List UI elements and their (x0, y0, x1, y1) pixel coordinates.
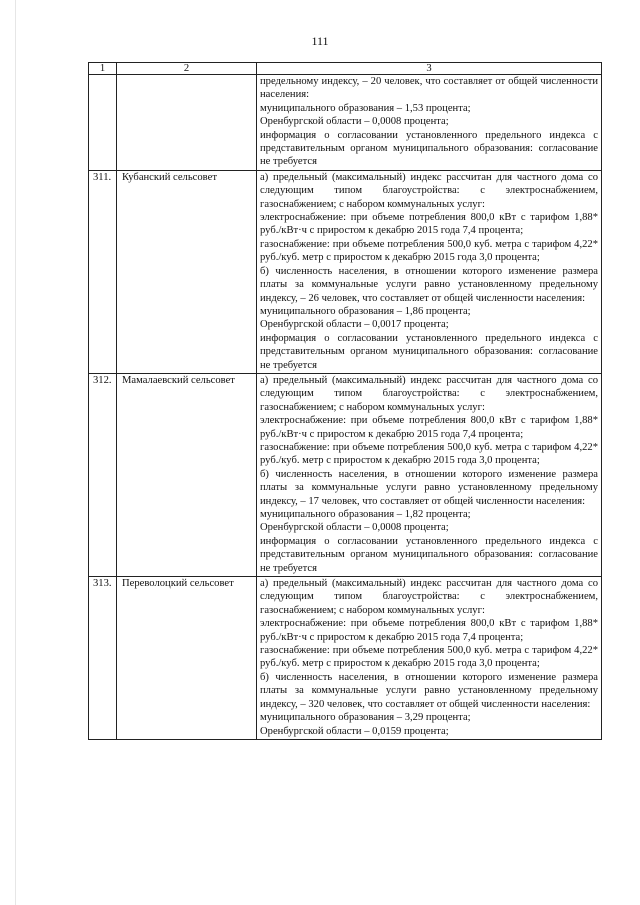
header-cell-3: 3 (257, 63, 602, 75)
text-line: а) предельный (максимальный) индекс рассчитан для частного дома со следующим типом благоустройства: с электроснабжением, газоснабжением; с набором коммунальных услуг: (260, 578, 598, 616)
text-line: газоснабжение: при объеме потребления 500,0 куб. метра с тарифом 4,22* руб./куб. метр с приростом к декабрю 2015 года 3,0 процента; (260, 441, 598, 467)
text-line: муниципального образования – 1,53 процента; (260, 102, 471, 114)
table-row (89, 170, 602, 373)
text-line: Оренбургской области – 0,0159 процента; (260, 725, 449, 737)
header-cell-2: 2 (117, 63, 257, 75)
text-line: б) численность населения, в отношении которого изменение размера платы за коммунальные услуги равно установленному предельному индексу, – 17 человек, что составляет от общей численности населения: (260, 468, 598, 507)
text-line: а) предельный (максимальный) индекс рассчитан для частного дома со следующим типом благоустройства: с электроснабжением, газоснабжением; с набором коммунальных услуг: (260, 374, 598, 413)
row-text-cell (257, 373, 602, 576)
tariff-table (88, 62, 602, 740)
municipality-name: Переволоцкий сельсовет (117, 577, 257, 740)
table-header-row (89, 63, 602, 75)
text-line: а) предельный (максимальный) индекс рассчитан для частного дома со следующим типом благоустройства: с электроснабжением, газоснабжением; с набором коммунальных услуг: (260, 171, 598, 210)
text-line: муниципального образования – 1,82 процента; (260, 509, 471, 520)
text-line: газоснабжение: при объеме потребления 500,0 куб. метра с тарифом 4,22* руб./куб. метр с приростом к декабрю 2015 года 3,0 процента; (260, 645, 598, 670)
row-name-cell (117, 75, 257, 171)
row-text-cell (257, 75, 602, 171)
text-line: б) численность населения, в отношении которого изменение размера платы за коммунальные услуги равно установленному предельному индексу, – 26 человек, что составляет от общей численности населения: (260, 265, 598, 304)
row-number: 312. (89, 373, 117, 576)
scan-edge (15, 0, 16, 905)
row-text-cell (257, 170, 602, 373)
text-line: муниципального образования – 3,29 процента; (260, 712, 471, 724)
text-line: предельному индексу, – 20 человек, что составляет от общей численности населения: (260, 76, 598, 101)
table-row (89, 373, 602, 576)
row-number: 311. (89, 170, 117, 373)
municipality-name: Мамалаевский сельсовет (117, 373, 257, 576)
row-number: 313. (89, 577, 117, 740)
text-line: Оренбургской области – 0,0008 процента; (260, 116, 449, 128)
text-line: Оренбургской области – 0,0008 процента; (260, 522, 449, 534)
text-line: Оренбургской области – 0,0017 процента; (260, 319, 449, 331)
page-number: 111 (311, 34, 329, 48)
text-line: информация о согласовании установленного предельного индекса с представительным органом муниципального образования: согласование не требуется (260, 332, 598, 371)
text-line: информация о согласовании установленного предельного индекса с представительным органом муниципального образования: согласование не требуется (260, 535, 598, 574)
municipality-name: Кубанский сельсовет (117, 170, 257, 373)
row-text-cell (257, 577, 602, 740)
table-row (89, 577, 602, 740)
text-line: информация о согласовании установленного предельного индекса с представительным органом муниципального образования: согласование не требуется (260, 129, 598, 168)
text-line: электроснабжение: при объеме потребления 800,0 кВт с тарифом 1,88* руб./кВт·ч с приростом к декабрю 2015 года 7,4 процента; (260, 415, 598, 440)
text-line: муниципального образования – 1,86 процента; (260, 305, 471, 317)
text-line: электроснабжение: при объеме потребления 800,0 кВт с тарифом 1,88* руб./кВт·ч с приростом к декабрю 2015 года 7,4 процента; (260, 212, 598, 237)
header-cell-1: 1 (89, 63, 117, 75)
text-line: б) численность населения, в отношении которого изменение размера платы за коммунальные услуги равно установленному предельному индексу, – 320 человек, что составляет от общей численности населения: (260, 671, 598, 710)
text-line: электроснабжение: при объеме потребления 800,0 кВт с тарифом 1,88* руб./кВт·ч с приростом к декабрю 2015 года 7,4 процента; (260, 618, 598, 643)
row-number-cell (89, 75, 117, 171)
text-line: газоснабжение: при объеме потребления 500,0 куб. метра с тарифом 4,22* руб./куб. метр с приростом к декабрю 2015 года 3,0 процента; (260, 238, 598, 264)
table-row-continuation (89, 75, 602, 171)
